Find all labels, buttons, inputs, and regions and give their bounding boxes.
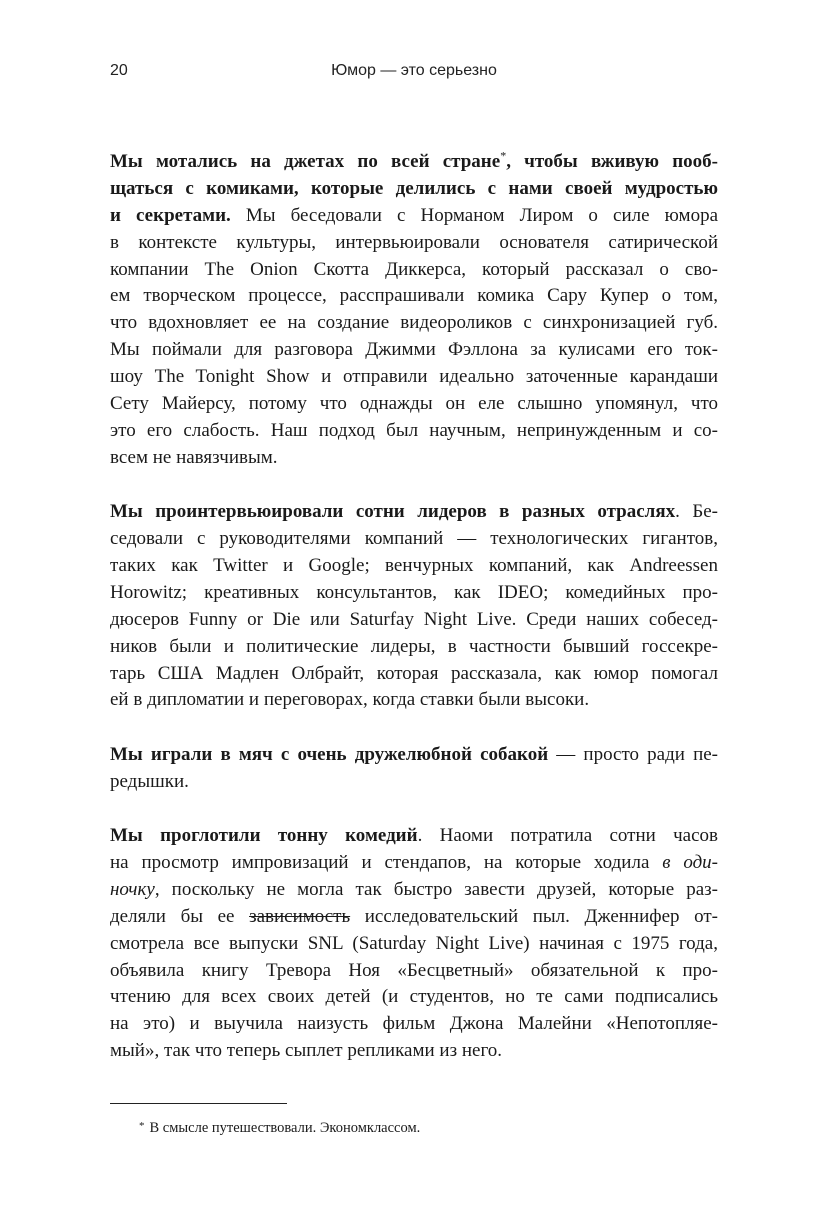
italic-text: в оди- — [662, 851, 719, 873]
italic-text: ночку — [110, 878, 155, 900]
text-line: смотрела все выпуски SNL (Saturday Night Live) начиная с 1975 года, — [110, 932, 718, 954]
footnote — [139, 1120, 420, 1137]
footnote-divider — [110, 1103, 287, 1104]
running-header — [110, 62, 718, 86]
text-line: редышки. — [110, 770, 189, 792]
paragraph — [110, 823, 718, 1065]
paragraph — [110, 149, 718, 472]
text-line: ей в дипломатии и переговорах, когда ставки были высоки. — [110, 689, 590, 711]
text-line — [110, 176, 718, 203]
text-line: Horowitz; креативных консультантов, как IDEO; комедийных про- — [110, 581, 718, 603]
text-line: мый», так что теперь сыплет репликами из него. — [110, 1040, 503, 1062]
text-line — [110, 904, 718, 931]
bold-lead: Мы играли в мяч с очень дружелюбной собакой — [110, 743, 549, 765]
text-line: компании The Onion Скотта Диккерса, который рассказал о сво- — [110, 258, 718, 280]
bold-lead: , чтобы вживую пооб- — [506, 151, 718, 172]
text-line: объявила книгу Тревора Ноя «Бесцветный» обязательной к про- — [110, 959, 718, 981]
line-text: , поскольку не могла так быстро завести друзей, которые раз- — [154, 878, 718, 900]
text-line: шоу The Tonight Show и отправили идеально заточенные карандаши — [110, 366, 718, 388]
paragraph — [110, 742, 718, 796]
text-line: седовали с руководителями компаний — технологических гигантов, — [110, 528, 718, 550]
text-line: дюсеров Funny or Die или Saturfay Night Live. Среди наших собесед- — [110, 608, 718, 630]
text-line: Сету Майерсу, потому что однажды он еле слышно упомянул, что — [110, 393, 718, 415]
strikethrough-text: зависимость — [249, 905, 351, 927]
bold-lead: Мы проглотили тонну комедий — [110, 825, 418, 847]
text-line — [110, 823, 718, 850]
line-text: . Наоми потратила сотни часов — [417, 825, 718, 847]
text-line: Мы поймали для разговора Джимми Фэллона за кулисами его ток- — [110, 339, 718, 361]
text-line — [110, 850, 718, 877]
text-line: в контексте культуры, интервьюировали основателя сатирической — [110, 231, 718, 253]
text-line: тарь США Мадлен Олбрайт, которая рассказала, как юмор помогал — [110, 662, 718, 684]
paragraph — [110, 499, 718, 714]
text-line: что вдохновляет ее на создание видеороликов с синхронизацией губ. — [110, 312, 718, 334]
text-line — [110, 203, 718, 230]
line-text: деляли бы ее — [110, 905, 250, 927]
text-line: всем не навязчивым. — [110, 446, 278, 468]
line-text: — просто ради пе- — [548, 743, 718, 765]
bold-lead: Мы мотались на джетах по всей стране — [110, 151, 501, 172]
text-line — [110, 149, 718, 176]
text-line: ников были и политические лидеры, в частности бывший госсекре- — [110, 635, 718, 657]
text-line: таких как Twitter и Google; венчурных компаний, как Andreessen — [110, 554, 718, 576]
text-line — [110, 499, 718, 526]
bold-lead: и секретами. — [110, 204, 231, 226]
text-line: на это) и выучила наизусть фильм Джона Малейни «Непотопляе- — [110, 1013, 718, 1035]
page-number: 20 — [110, 62, 128, 79]
text-line — [110, 742, 718, 769]
line-text: Мы беседовали с Норманом Лиром о силе юмора — [230, 204, 719, 226]
line-text: . Бе- — [675, 501, 719, 523]
footnote-marker: * — [500, 148, 507, 163]
bold-lead: щаться с комиками, которые делились с нами своей мудростью — [110, 177, 718, 199]
line-text: на просмотр импровизаций и стендапов, на которые ходила — [110, 851, 663, 873]
body-text — [110, 149, 718, 1093]
footnote-text: В смысле путешествовали. Экономклассом. — [149, 1120, 421, 1136]
text-line: ем творческом процессе, расспрашивали комика Сару Купер о том, — [110, 285, 718, 307]
text-line: это его слабость. Наш подход был научным, непринужденным и со- — [110, 419, 718, 441]
bold-lead: Мы проинтервьюировали сотни лидеров в разных отраслях — [110, 501, 676, 523]
running-title: Юмор — это серьезно — [331, 62, 497, 79]
line-text: исследовательский пыл. Дженнифер от- — [350, 905, 718, 927]
text-line — [110, 877, 718, 904]
footnote-mark: * — [139, 1120, 145, 1132]
text-line: чтению для всех своих детей (и студентов, но те сами подписались — [110, 986, 718, 1008]
